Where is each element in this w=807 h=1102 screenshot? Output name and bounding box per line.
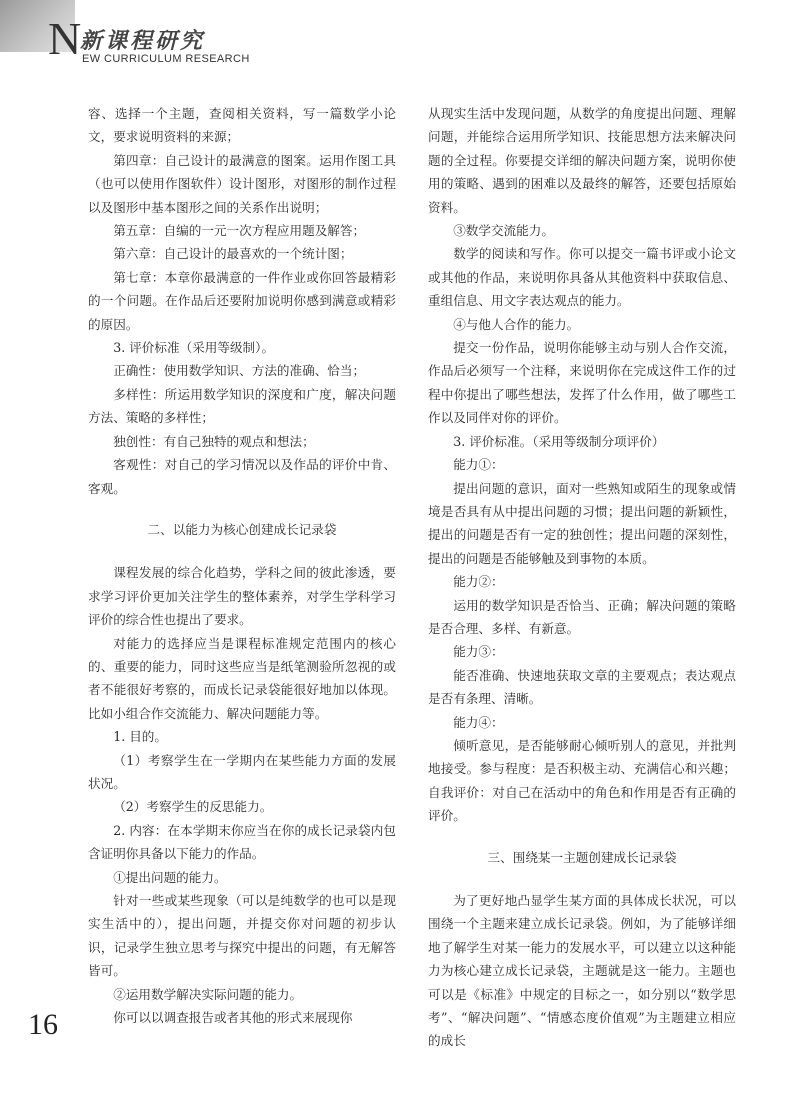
paragraph: 3. 评价标准。（采用等级制分项评价） [453, 433, 665, 449]
paragraph: （1）考察学生在一学期内在某些能力方面的发展状况。 [88, 752, 396, 791]
paragraph: 倾听意见，是否能够耐心倾听别人的意见，并批判地接受。参与程度：是否积极主动、充满信心和兴趣；自我评价：对自己在活动中的角色和作用是否有正确的评价。 [428, 737, 736, 824]
section-heading: 二、以能力为核心创建成长记录袋 [147, 521, 337, 537]
page-number: 16 [28, 1008, 58, 1041]
journal-title-en: EW CURRICULUM RESEARCH [82, 53, 250, 65]
paragraph: 第六章：自己设计的最喜欢的一个统计图； [113, 246, 353, 262]
paragraph: 能力③： [453, 644, 504, 660]
paragraph: 容、选择一个主题，查阅相关资料，写一篇数学小论文，要求说明资料的来源； [88, 106, 396, 145]
left-text-column [88, 102, 396, 1029]
paragraph: 能力④： [453, 714, 504, 730]
paragraph: ①提出问题的能力。 [113, 869, 227, 885]
paragraph: 客观性：对自己的学习情况以及作品的评价中肯、客观。 [88, 457, 396, 496]
section-heading: 三、围绕某一主题创建成长记录袋 [487, 849, 677, 865]
paragraph: 能力②： [453, 574, 504, 590]
paragraph: 为了更好地凸显学生某方面的具体成长状况，可以围绕一个主题来建立成长记录袋。例如，为了能够详细地了解学生对某一能力的发展水平，可以建立以这种能力为核心建立成长记录袋，主题就是这一能力。主题也可以是《标准》中规定的目标之一，如分别以“数学思考”、“解决问题”、“情感态度价值观”为主题建立相应的成长 [428, 893, 736, 1049]
paragraph: 从现实生活中发现问题，从数学的角度提出问题、理解问题，并能综合运用所学知识、技能思想方法来解决问题的全过程。你要提交详细的解决问题方案，说明你使用的策略、遇到的困难以及最终的解答，还要包括原始资料。 [428, 106, 736, 215]
paragraph: 独创性：有自己独特的观点和想法； [113, 433, 315, 449]
paragraph: 能力①： [453, 457, 504, 473]
paragraph: 1. 目的。 [113, 729, 167, 745]
right-text-column [428, 102, 736, 1053]
paragraph: ④与他人合作的能力。 [453, 316, 580, 332]
paragraph: 多样性：所运用数学知识的深度和广度，解决问题方法、策略的多样性； [88, 386, 396, 426]
paragraph: 运用的数学知识是否恰当、正确；解决问题的策略是否合理、多样、有新意。 [428, 597, 736, 636]
paragraph: 第四章：自己设计的最满意的图案。运用作图工具（也可以使用作图软件）设计图形，对图形的制作过程以及图形中基本图形之间的关系作出说明； [88, 152, 396, 215]
journal-logo-letter: N [48, 13, 82, 64]
paragraph: 对能力的选择应当是课程标准规定范围内的核心的、重要的能力，同时这些应当是纸笔测验所忽视的或者不能很好考察的，而成长记录袋能很好地加以体现。比如小组合作交流能力、解决问题能力等。 [88, 635, 396, 721]
paragraph: 你可以以调查报告或者其他的形式来展现你 [113, 1010, 353, 1026]
paragraph: 第七章：本章你最满意的一件作业或你回答最精彩的一个问题。在作品后还要附加说明你感到满意或精彩的原因。 [88, 269, 396, 332]
paragraph: 第五章：自编的一元一次方程应用题及解答； [113, 223, 366, 239]
paragraph: 正确性：使用数学知识、方法的准确、恰当； [113, 363, 366, 379]
paragraph: ②运用数学解决实际问题的能力。 [113, 986, 303, 1002]
paragraph: 2. 内容：在本学期末你应当在你的成长记录袋内包含证明你具备以下能力的作品。 [88, 822, 396, 862]
paragraph: 针对一些或某些现象（可以是纯数学的也可以是现实生活中的），提出问题，并提交你对问题的初步认识，记录学生独立思考与探究中提出的问题，有无解答皆可。 [88, 893, 396, 979]
paragraph: 提出问题的意识，面对一些熟知或陌生的现象或情境是否具有从中提出问题的习惯；提出问题的新颖性，提出的问题是否有一定的独创性；提出问题的深刻性，提出的问题是否能够触及到事物的本质。 [428, 480, 736, 566]
paragraph: （2）考察学生的反思能力。 [113, 799, 273, 815]
paragraph: 提交一份作品，说明你能够主动与别人合作交流，作品后必须写一个注释，来说明你在完成这件工作的过程中你提出了哪些想法，发挥了什么作用，做了哪些工作以及同伴对你的评价。 [428, 340, 736, 426]
journal-title-cn: 新课程研究 [80, 28, 206, 54]
paragraph: ③数学交流能力。 [453, 223, 554, 239]
paragraph: 3. 评价标准（采用等级制）。 [113, 340, 275, 356]
paragraph: 数学的阅读和写作。你可以提交一篇书评或小论文或其他的作品，来说明你具备从其他资料中获取信息、重组信息、用文字表达观点的能力。 [428, 246, 736, 309]
paragraph: 能否准确、快速地获取文章的主要观点；表达观点是否有条理、清晰。 [428, 667, 736, 707]
paragraph: 课程发展的综合化趋势，学科之间的彼此渗透，要求学习评价更加关注学生的整体素养，对学生学科学习评价的综合性也提出了要求。 [88, 565, 396, 628]
